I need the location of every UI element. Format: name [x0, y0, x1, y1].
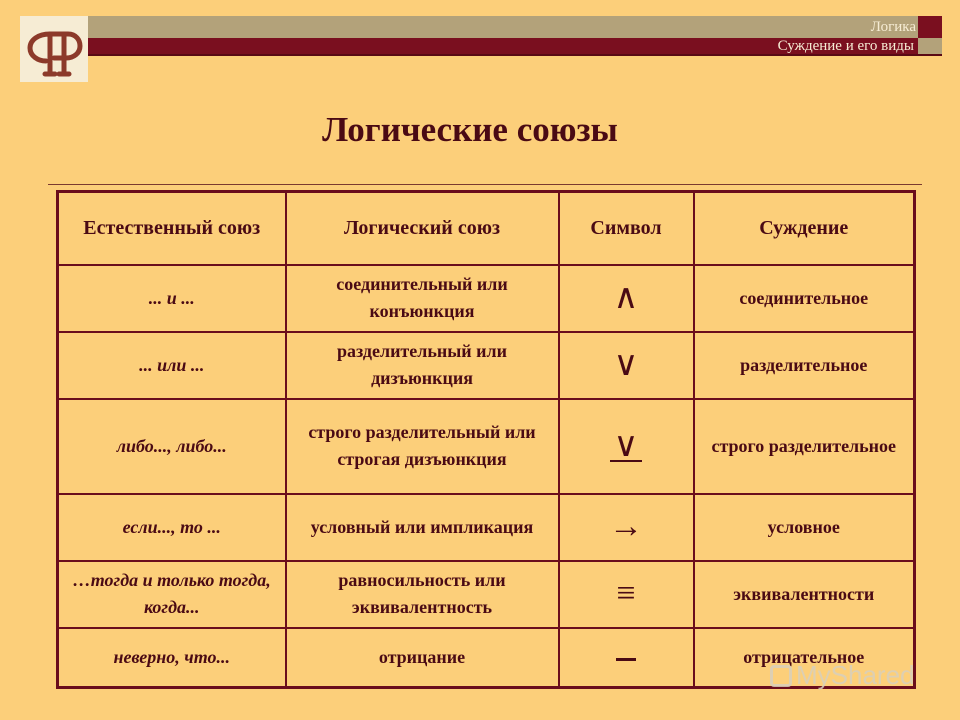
table-row: [58, 494, 915, 561]
strict-disjunction-symbol: [559, 399, 694, 494]
header-divider: [88, 54, 942, 56]
logical-connective: отрицание: [286, 628, 559, 688]
negation-symbol: [559, 628, 694, 688]
table-row: [58, 399, 915, 494]
topic-label: Суждение и его виды: [777, 38, 914, 54]
judgment-type: эквивалентности: [694, 561, 915, 628]
natural-connective: ... или ...: [58, 332, 286, 399]
judgment-type: разделительное: [694, 332, 915, 399]
equivalence-symbol: ≡: [559, 561, 694, 628]
disjunction-symbol: ∨: [559, 332, 694, 399]
header-bar-accent: [918, 16, 942, 38]
table-row: [58, 265, 915, 332]
natural-connective: …тогда и только тогда, когда...: [58, 561, 286, 628]
logical-connective: равносильность или эквивалентность: [286, 561, 559, 628]
implication-symbol: →: [559, 494, 694, 561]
judgment-type: отрицательное: [694, 628, 915, 688]
title-divider: [48, 184, 922, 185]
strict-disjunction-glyph: ∨: [610, 432, 643, 462]
negation-bar: [616, 658, 636, 661]
conjunction-symbol: ∧: [559, 265, 694, 332]
header-judgment: Суждение: [694, 192, 915, 265]
judgment-type: условное: [694, 494, 915, 561]
table-header-row: [58, 192, 915, 265]
judgment-type: строго разделительное: [694, 399, 915, 494]
logical-connective: разделительный или дизъюнкция: [286, 332, 559, 399]
connectives-table: [56, 190, 916, 689]
watermark: [770, 660, 915, 691]
natural-connective: неверно, что...: [58, 628, 286, 688]
page-title: Логические союзы: [322, 110, 618, 149]
watermark-text: MyShared: [796, 660, 915, 690]
natural-connective: если..., то ...: [58, 494, 286, 561]
logo: [20, 16, 88, 82]
natural-connective: ... и ...: [58, 265, 286, 332]
course-label: Логика: [870, 19, 916, 35]
header-logical: Логический союз: [286, 192, 559, 265]
header-natural: Естественный союз: [58, 192, 286, 265]
header-bar-top: [88, 16, 918, 38]
logical-connective: строго разделительный или строгая дизъюнкция: [286, 399, 559, 494]
watermark-icon: [770, 665, 792, 687]
logical-connective: соединительный или конъюнкция: [286, 265, 559, 332]
header-bar-accent: [918, 38, 942, 54]
table-row: [58, 561, 915, 628]
natural-connective: либо..., либо...: [58, 399, 286, 494]
judgment-type: соединительное: [694, 265, 915, 332]
logical-connective: условный или импликация: [286, 494, 559, 561]
table-row: [58, 332, 915, 399]
header-symbol: Символ: [559, 192, 694, 265]
